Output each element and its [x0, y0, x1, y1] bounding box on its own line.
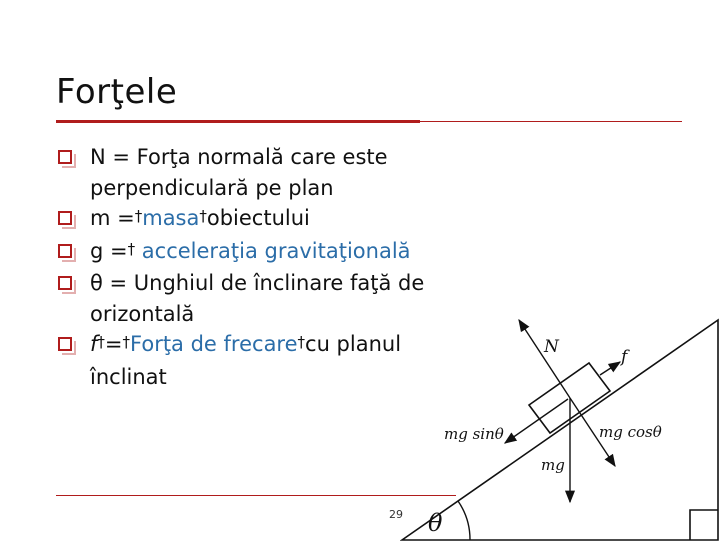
friction-force-arrow — [600, 362, 620, 375]
bullet-link-text[interactable]: Forţa de frecare — [130, 332, 298, 356]
bullet-text: † — [122, 333, 131, 351]
bullet-text: g = — [90, 238, 128, 263]
bullet-text: cu planul înclinat — [90, 332, 402, 389]
square-bullet-icon — [58, 276, 72, 290]
bullet-text: θ = Unghiul de înclinare faţă de orizontală — [90, 271, 425, 326]
bullet-item — [56, 329, 436, 392]
square-bullet-icon — [58, 150, 72, 164]
square-bullet-icon — [58, 244, 72, 258]
label-mg: mg — [541, 456, 565, 474]
bullet-item — [56, 236, 436, 269]
bullet-text: † — [199, 207, 207, 225]
label-mg-sin: mg sinθ — [444, 425, 504, 443]
label-N: N — [544, 337, 559, 357]
bullet-text: f — [90, 332, 98, 356]
angle-arc — [458, 501, 470, 540]
bullet-link-text[interactable]: masa — [142, 206, 200, 230]
page-number: 29 — [389, 508, 403, 521]
square-bullet-icon — [58, 337, 72, 351]
label-mg-cos: mg cosθ — [599, 423, 662, 441]
bullet-item — [56, 142, 436, 203]
bullet-text: N = Forţa normală care este perpendiculară pe plan — [90, 145, 388, 200]
bullet-link-text[interactable]: acceleraţia gravitaţională — [135, 238, 411, 263]
bullet-item — [56, 268, 436, 329]
square-bullet-icon — [58, 211, 72, 225]
label-f: f — [621, 347, 628, 367]
bullet-item — [56, 203, 436, 236]
bullet-text: obiectului — [206, 206, 310, 230]
bullet-text: † — [134, 207, 143, 225]
title-underline — [56, 120, 420, 123]
mg-sin-arrow — [505, 399, 568, 443]
bullet-text: m = — [90, 206, 135, 230]
title-underline-thin — [420, 121, 682, 122]
normal-force-arrow — [519, 320, 570, 398]
bullet-text: = — [104, 332, 123, 356]
inclined-plane-diagram — [400, 300, 728, 546]
bullet-list — [56, 142, 436, 392]
bullet-text: † — [127, 239, 136, 258]
bullet-text: † — [297, 333, 306, 351]
footer-divider — [56, 495, 456, 496]
label-theta: θ — [428, 509, 443, 537]
page-title: Forţele — [56, 72, 178, 112]
right-angle-mark — [690, 510, 718, 540]
bullet-text: † — [97, 333, 105, 351]
